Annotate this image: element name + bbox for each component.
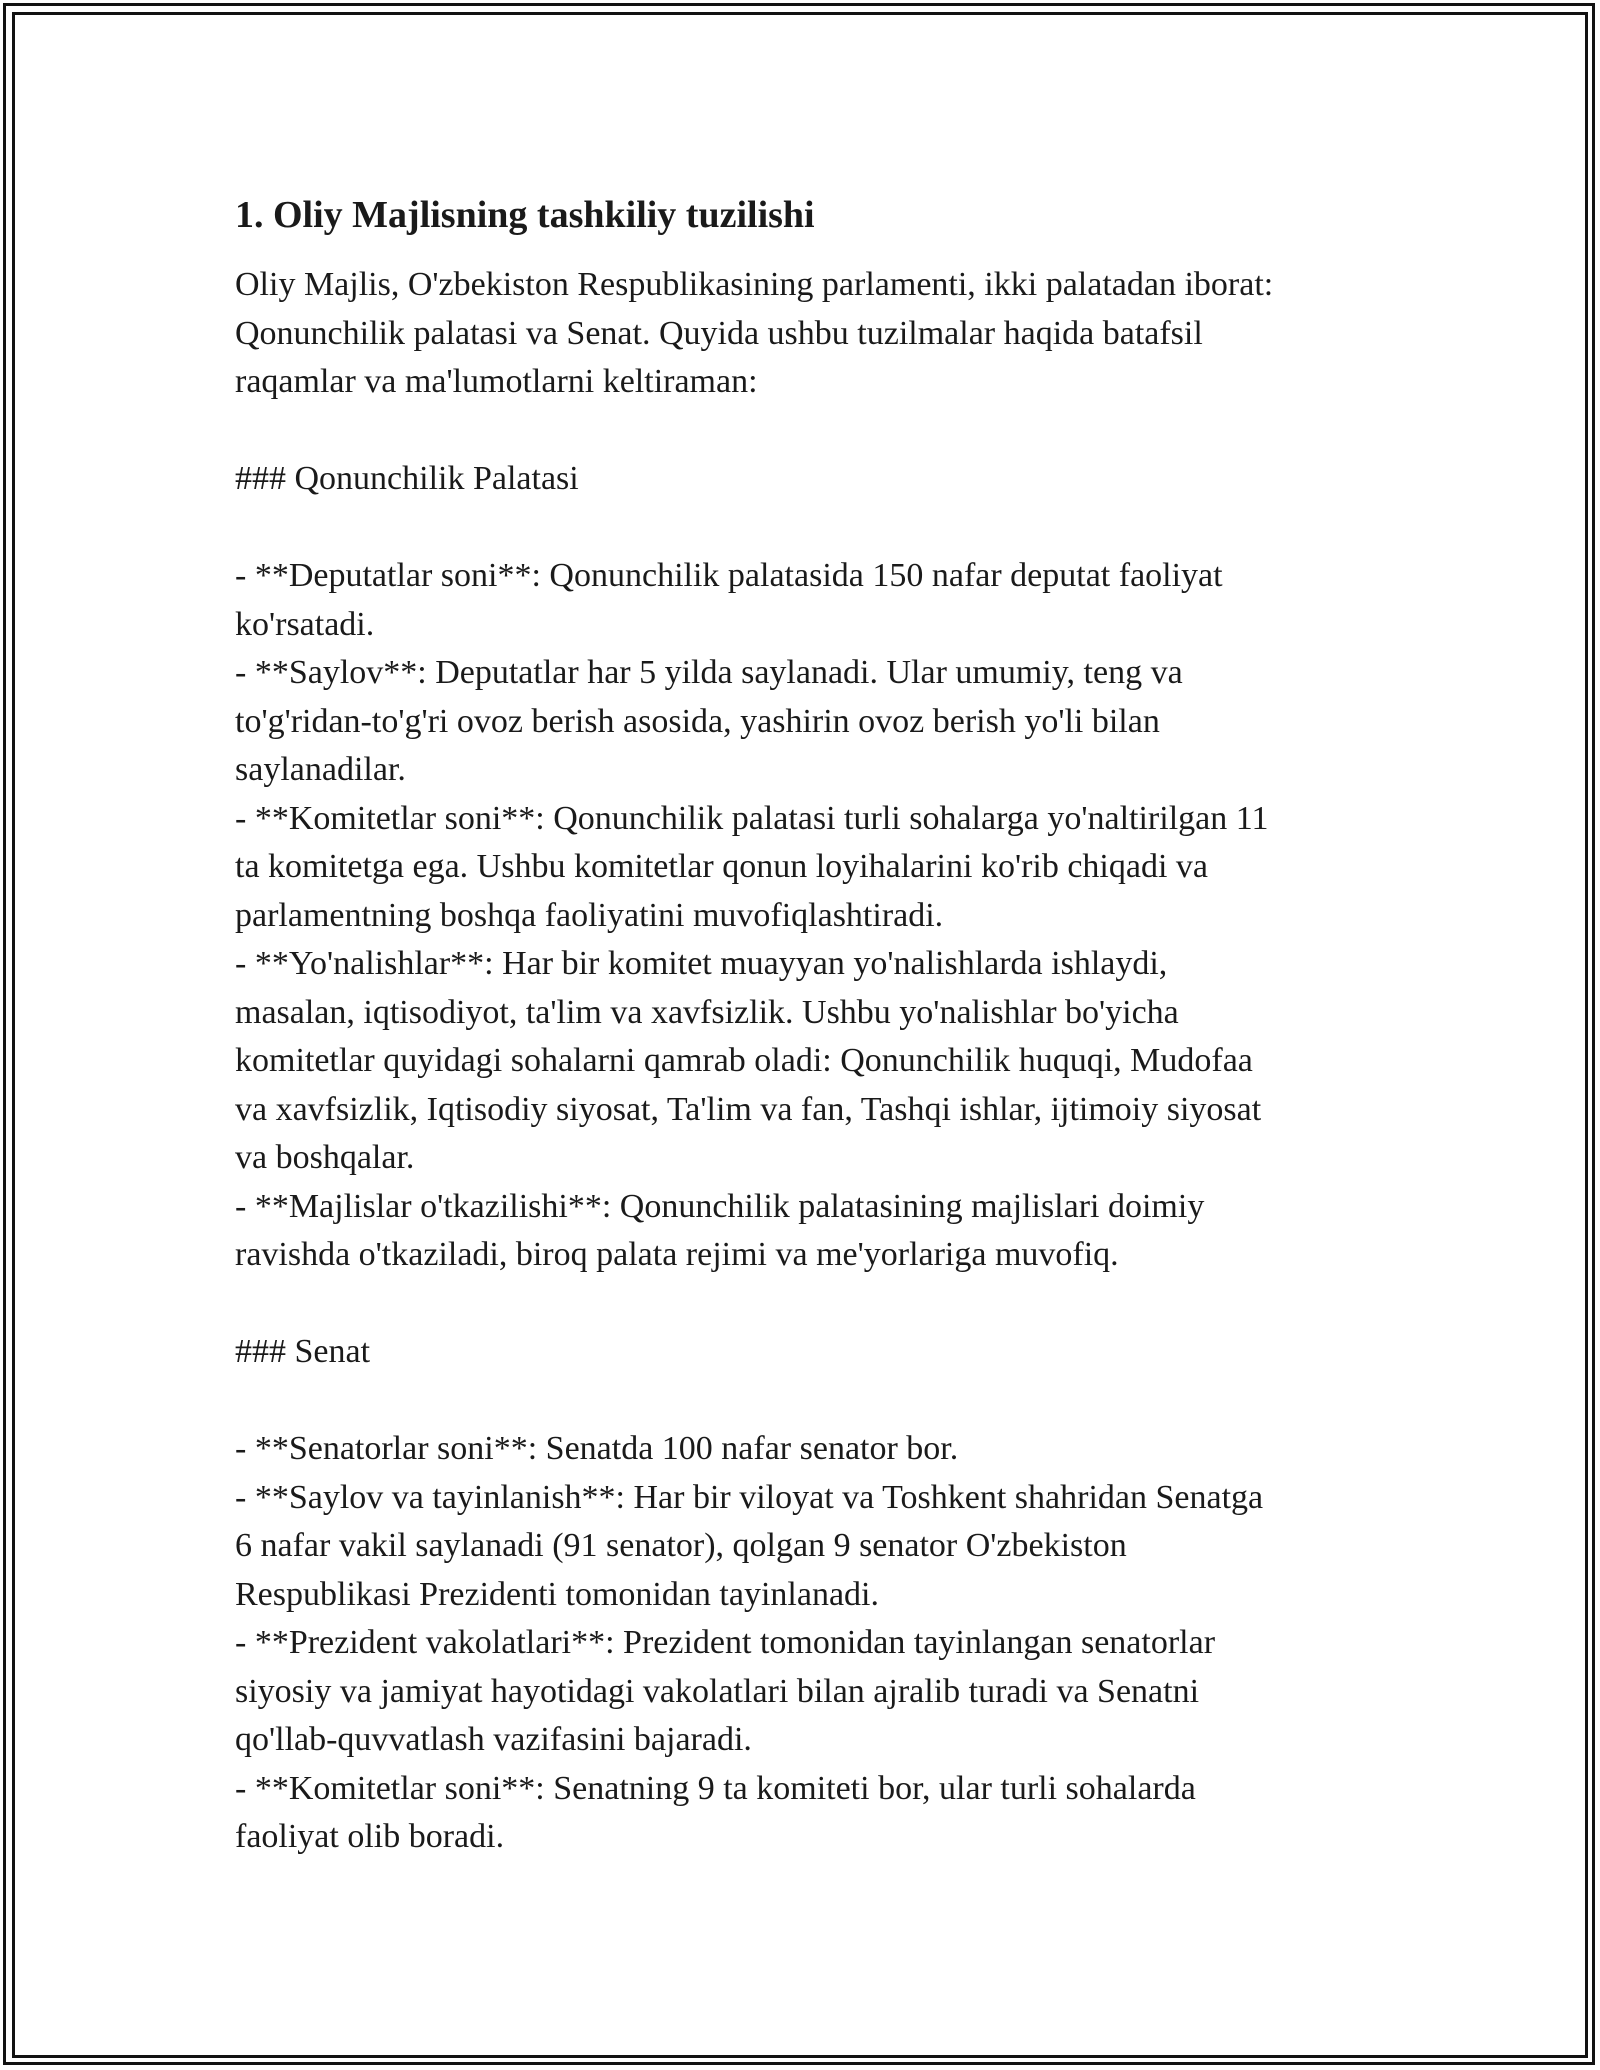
list-item: - **Saylov**: Deputatlar har 5 yilda saylanadi. Ular umumiy, teng va to'g'ridan-to'g'ri ovoz berish asosida, yashirin ovoz berish yo'li bilan saylanadilar. xyxy=(235,654,1183,788)
section-heading-senat: ### Senat xyxy=(235,1333,371,1370)
list-item: - **Yo'nalishlar**: Har bir komitet muayyan yo'nalishlarda ishlaydi, masalan, iqtisodiyot, ta'lim va xavfsizlik. Ushbu yo'nalishlar bo'yicha komitetlar quyidagi sohalarni qamrab oladi: Qonunchilik huquqi, Mudofaa va xavfsizlik, Iqtisodiy siyosat, Ta'lim va fan, Tashqi ishlar, ijtimoiy siyosat va boshqalar. xyxy=(235,945,1262,1176)
list-item: - **Saylov va tayinlanish**: Har bir viloyat va Toshkent shahridan Senatga 6 nafar vakil saylanadi (91 senator), qolgan 9 senator O'zbekiston Respublikasi Prezidenti tomonidan tayinlanadi. xyxy=(235,1478,1264,1613)
list-item: - **Deputatlar soni**: Qonunchilik palatasida 150 nafar deputat faoliyat ko'rsatadi. xyxy=(235,557,1223,643)
spacer xyxy=(235,504,1375,553)
spacer xyxy=(235,1280,1375,1329)
section-heading-qonunchilik: ### Qonunchilik Palatasi xyxy=(235,460,579,497)
list-item: - **Prezident vakolatlari**: Prezident tomonidan tayinlangan senatorlar siyosiy va jamiyat hayotidagi vakolatlari bilan ajralib turadi va Senatni qo'llab-quvvatlash vazifasini bajaradi. xyxy=(235,1624,1216,1758)
section-list-senat xyxy=(235,1425,1375,1862)
document-body xyxy=(235,185,1375,1862)
document-title: 1. Oliy Majlisning tashkiliy tuzilishi xyxy=(235,194,815,236)
section-list-qonunchilik xyxy=(235,552,1375,1280)
intro-paragraph: Oliy Majlis, O'zbekiston Respublikasining parlamenti, ikki palatadan iborat: Qonunchilik palatasi va Senat. Quyida ushbu tuzilmalar haqida batafsil raqamlar va ma'lumotlarni keltiraman: xyxy=(235,266,1274,400)
spacer xyxy=(235,1377,1375,1426)
list-item: - **Senatorlar soni**: Senatda 100 nafar senator bor. xyxy=(235,1430,959,1467)
list-item: - **Majlislar o'tkazilishi**: Qonunchilik palatasining majlislari doimiy ravishda o'tkaziladi, biroq palata rejimi va me'yorlariga muvofiq. xyxy=(235,1187,1205,1273)
list-item: - **Komitetlar soni**: Senatning 9 ta komiteti bor, ular turli sohalarda faoliyat olib boradi. xyxy=(235,1769,1196,1855)
spacer xyxy=(235,407,1375,456)
list-item: - **Komitetlar soni**: Qonunchilik palatasi turli sohalarga yo'naltirilgan 11 ta komitetga ega. Ushbu komitetlar qonun loyihalarini ko'rib chiqadi va parlamentning boshqa faoliyatini muvofiqlashtiradi. xyxy=(235,799,1269,934)
